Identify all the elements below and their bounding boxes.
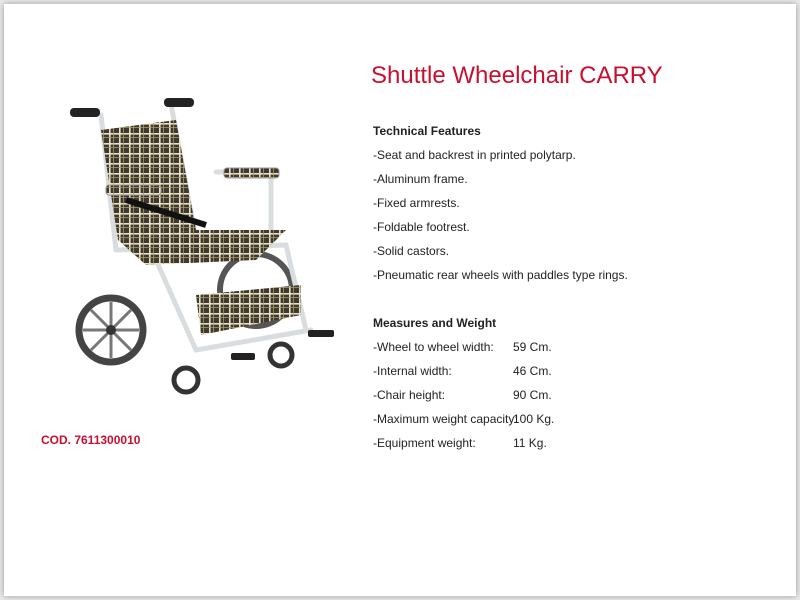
measure-value: 90 Cm. xyxy=(513,388,552,402)
measure-label: -Chair height: xyxy=(373,388,446,402)
measure-label: -Equipment weight: xyxy=(373,436,476,450)
feature-line: -Fixed armrests. xyxy=(373,196,460,210)
measure-label: -Internal width: xyxy=(373,364,452,378)
wheelchair-image xyxy=(56,90,356,410)
catalog-page xyxy=(4,4,796,596)
product-code: COD. 7611300010 xyxy=(41,433,141,447)
measure-label: -Maximum weight capacity: xyxy=(373,412,518,426)
feature-line: -Foldable footrest. xyxy=(373,220,470,234)
measure-label: -Wheel to wheel width: xyxy=(373,340,494,354)
feature-line: -Pneumatic rear wheels with paddles type rings. xyxy=(373,268,628,282)
measure-value: 46 Cm. xyxy=(513,364,552,378)
feature-line: -Aluminum frame. xyxy=(373,172,468,186)
product-title: Shuttle Wheelchair CARRY xyxy=(371,62,663,89)
feature-line: -Solid castors. xyxy=(373,244,450,258)
measure-value: 59 Cm. xyxy=(513,340,552,354)
feature-line: -Seat and backrest in printed polytarp. xyxy=(373,148,576,162)
technical-features-heading: Technical Features xyxy=(373,124,481,138)
measure-value: 100 Kg. xyxy=(513,412,555,426)
measure-value: 11 Kg. xyxy=(513,436,547,450)
measures-heading: Measures and Weight xyxy=(373,316,497,330)
